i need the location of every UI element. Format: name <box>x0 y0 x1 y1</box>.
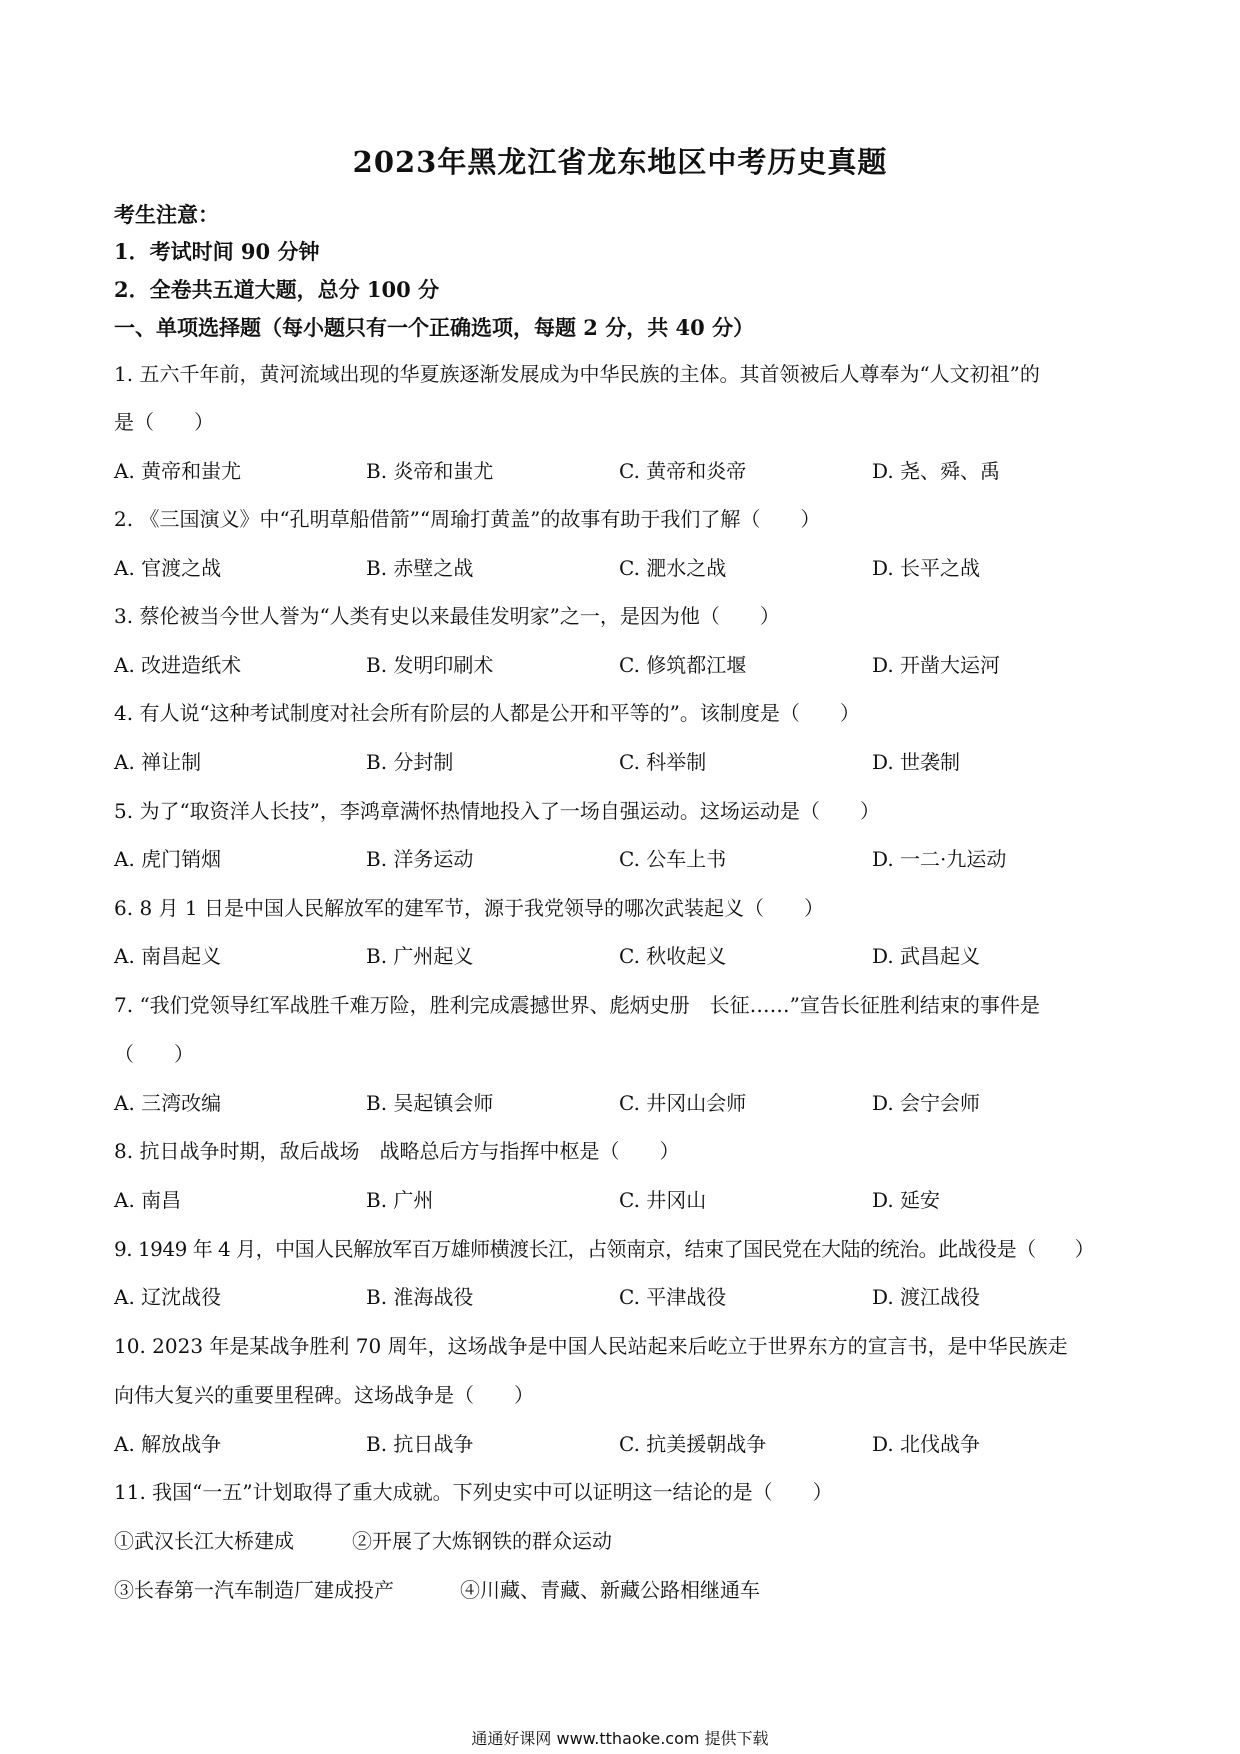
statement: ④川藏、青藏、新藏公路相继通车 <box>460 1578 760 1602</box>
page-title: 2023年黑龙江省龙东地区中考历史真题 <box>352 145 888 179</box>
option-d: D. 武昌起义 <box>872 944 981 968</box>
option-c: C. 抗美援朝战争 <box>619 1432 767 1456</box>
option-a: A. 三湾改编 <box>114 1091 222 1115</box>
option-b: B. 淮海战役 <box>366 1285 474 1309</box>
question-text: 8. 抗日战争时期，敌后战场 战略总后方与指挥中枢是（ ） <box>114 1139 680 1163</box>
question-text: 11. 我国“一五”计划取得了重大成就。下列史实中可以证明这一结论的是（ ） <box>114 1480 833 1504</box>
option-d: D. 一二·九运动 <box>872 847 1007 871</box>
option-b: B. 洋务运动 <box>366 847 474 871</box>
option-b: B. 炎帝和蚩尤 <box>366 459 494 483</box>
option-d: D. 渡江战役 <box>872 1285 981 1309</box>
option-d: D. 会宁会师 <box>872 1091 981 1115</box>
statement: ②开展了大炼钢铁的群众运动 <box>352 1529 612 1553</box>
question-text: 7. “我们党领导红军战胜千难万险，胜利完成震撼世界、彪炳史册 长征……”宣告长征胜利结束的事件是 <box>114 993 1040 1017</box>
question-text: 3. 蔡伦被当今世人誉为“人类有史以来最佳发明家”之一，是因为他（ ） <box>114 604 780 628</box>
statement: ③长春第一汽车制造厂建成投产 <box>114 1578 394 1602</box>
question-text: 向伟大复兴的重要里程碑。这场战争是（ ） <box>114 1383 534 1407</box>
option-d: D. 开凿大运河 <box>872 653 1001 677</box>
question-text: （ ） <box>114 1042 194 1066</box>
question-text: 是（ ） <box>114 410 214 434</box>
option-b: B. 广州起义 <box>366 944 474 968</box>
question-text: 5. 为了“取资洋人长技”，李鸿章满怀热情地投入了一场自强运动。这场运动是（ ） <box>114 799 880 823</box>
option-a: A. 辽沈战役 <box>114 1285 222 1309</box>
option-c: C. 平津战役 <box>619 1285 727 1309</box>
notice-item: 2．全卷共五道大题，总分 100 分 <box>114 277 440 302</box>
option-b: B. 广州 <box>366 1188 434 1212</box>
option-d: D. 北伐战争 <box>872 1432 981 1456</box>
option-b: B. 吴起镇会师 <box>366 1091 494 1115</box>
question-text: 1. 五六千年前，黄河流域出现的华夏族逐渐发展成为中华民族的主体。其首领被后人尊奉为“人文初祖”的 <box>114 362 1040 386</box>
option-a: A. 虎门销烟 <box>114 847 222 871</box>
section-heading: 一、单项选择题（每小题只有一个正确选项，每题 2 分，共 40 分） <box>114 315 755 340</box>
option-a: A. 黄帝和蚩尤 <box>114 459 242 483</box>
notice-heading: 考生注意： <box>114 202 219 227</box>
option-d: D. 延安 <box>872 1188 941 1212</box>
question-text: 10. 2023 年是某战争胜利 70 周年，这场战争是中国人民站起来后屹立于世界东方的宣言书，是中华民族走 <box>114 1334 1068 1358</box>
option-a: A. 禅让制 <box>114 750 202 774</box>
option-c: C. 秋收起义 <box>619 944 727 968</box>
option-c: C. 淝水之战 <box>619 556 727 580</box>
option-c: C. 公车上书 <box>619 847 727 871</box>
option-c: C. 修筑都江堰 <box>619 653 747 677</box>
page-footer: 通通好课网 www.tthaoke.com 提供下载 <box>471 1729 769 1748</box>
option-a: A. 官渡之战 <box>114 556 222 580</box>
option-c: C. 科举制 <box>619 750 707 774</box>
question-text: 9. 1949 年 4 月，中国人民解放军百万雄师横渡长江，占领南京，结束了国民党在大陆的统治。此战役是（ ） <box>114 1237 1095 1261</box>
statement: ①武汉长江大桥建成 <box>114 1529 294 1553</box>
option-a: A. 解放战争 <box>114 1432 222 1456</box>
question-text: 6. 8 月 1 日是中国人民解放军的建军节，源于我党领导的哪次武装起义（ ） <box>114 896 824 920</box>
option-c: C. 黄帝和炎帝 <box>619 459 747 483</box>
option-b: B. 分封制 <box>366 750 454 774</box>
option-d: D. 尧、舜、禹 <box>872 459 1001 483</box>
option-b: B. 抗日战争 <box>366 1432 474 1456</box>
question-text: 4. 有人说“这种考试制度对社会所有阶层的人都是公开和平等的”。该制度是（ ） <box>114 701 860 725</box>
option-d: D. 世袭制 <box>872 750 961 774</box>
option-a: A. 南昌起义 <box>114 944 222 968</box>
option-c: C. 井冈山 <box>619 1188 707 1212</box>
option-c: C. 井冈山会师 <box>619 1091 747 1115</box>
option-d: D. 长平之战 <box>872 556 981 580</box>
option-a: A. 南昌 <box>114 1188 182 1212</box>
option-a: A. 改进造纸术 <box>114 653 242 677</box>
option-b: B. 发明印刷术 <box>366 653 494 677</box>
question-text: 2. 《三国演义》中“孔明草船借箭”“周瑜打黄盖”的故事有助于我们了解（ ） <box>114 507 821 531</box>
notice-item: 1．考试时间 90 分钟 <box>114 239 320 264</box>
option-b: B. 赤壁之战 <box>366 556 474 580</box>
